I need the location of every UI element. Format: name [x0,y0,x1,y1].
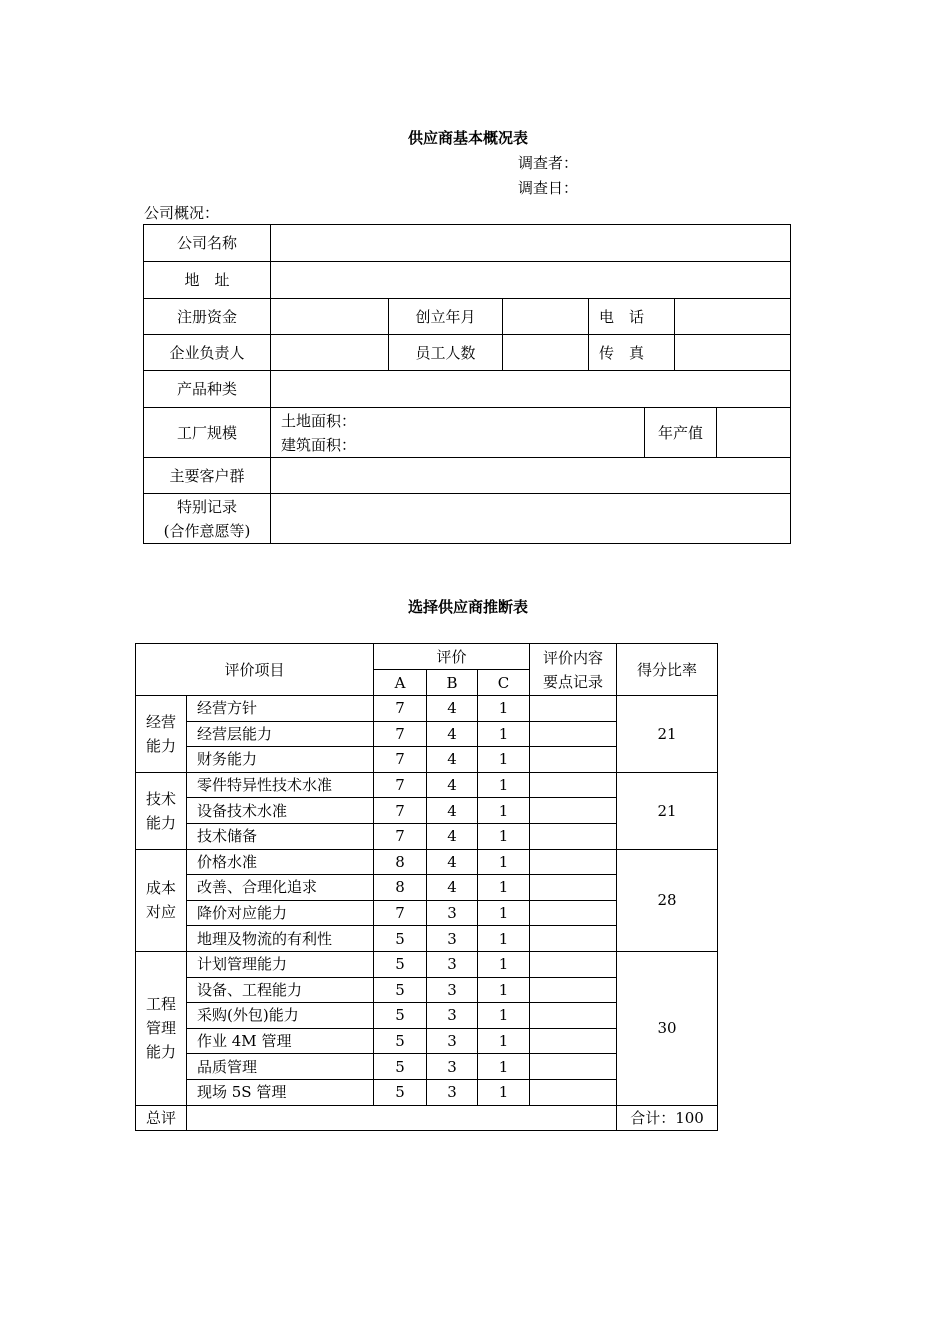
overview-title: 供应商基本概况表 [408,129,529,147]
rating-c: 1 [478,798,530,824]
rating-b: 3 [427,926,478,952]
rating-a: 7 [374,900,427,926]
founded-field[interactable] [503,299,589,335]
rating-b: 4 [427,696,478,722]
rating-a: 5 [374,977,427,1003]
address-field[interactable] [271,262,791,299]
notes-field[interactable] [530,1079,617,1105]
rating-a: 7 [374,721,427,747]
supplier-evaluation-table [135,643,718,1131]
item-label: 品质管理 [187,1054,374,1080]
item-label: 作业 4M 管理 [187,1028,374,1054]
rating-c: 1 [478,900,530,926]
annual-output-label: 年产值 [645,408,717,458]
notes-field[interactable] [530,747,617,773]
rating-c: 1 [478,951,530,977]
group-name-line-1: 工程 [145,995,176,1014]
group-name [136,772,187,849]
header-score: 得分比率 [617,644,718,696]
fax-field[interactable] [675,335,791,371]
table-row [136,849,718,875]
rating-c: 1 [478,1028,530,1054]
rating-c: 1 [478,1054,530,1080]
group-name-line-1: 经营 [145,712,176,731]
table-row [136,696,718,722]
products-field[interactable] [271,371,791,408]
rating-a: 5 [374,926,427,952]
group-name-line-3: 能力 [145,1043,176,1062]
rating-a: 5 [374,1028,427,1054]
header-notes-line-1: 评价内容 [543,648,604,667]
staff-label: 员工人数 [389,335,503,371]
group-name-line-2: 能力 [145,736,176,755]
header-b: B [427,670,478,696]
rating-c: 1 [478,772,530,798]
group-name [136,696,187,773]
group-name [136,951,187,1105]
capital-label: 注册资金 [144,299,271,335]
phone-label: 电 话 [589,299,675,335]
survey-date-label: 调查日： [518,179,579,197]
summary-field[interactable] [187,1105,617,1130]
rating-a: 7 [374,772,427,798]
rating-b: 4 [427,772,478,798]
rating-a: 7 [374,747,427,773]
notes-field[interactable] [530,1054,617,1080]
notes-field[interactable] [530,1028,617,1054]
products-label: 产品种类 [144,371,271,408]
staff-field[interactable] [503,335,589,371]
rating-a: 7 [374,798,427,824]
rating-c: 1 [478,696,530,722]
rating-b: 3 [427,1028,478,1054]
group-name-line-2: 管理 [145,1019,176,1038]
group-name-line-2: 对应 [145,903,176,922]
rating-b: 4 [427,875,478,901]
building-area-label: 建筑面积： [281,435,357,454]
rating-b: 4 [427,849,478,875]
rating-b: 4 [427,721,478,747]
company-overview-label: 公司概况： [144,204,220,222]
rating-a: 5 [374,1054,427,1080]
supplier-overview-table [143,224,791,544]
group-name-line-1: 成本 [145,879,176,898]
rating-b: 3 [427,1054,478,1080]
item-label: 经营方针 [187,696,374,722]
summary-label: 总评 [136,1105,187,1130]
notes-field[interactable] [530,721,617,747]
rating-a: 7 [374,696,427,722]
item-label: 零件特异性技术水准 [187,772,374,798]
table-row [136,772,718,798]
rating-b: 3 [427,977,478,1003]
notes-field[interactable] [530,951,617,977]
land-area-label: 土地面积： [281,411,357,430]
rating-c: 1 [478,747,530,773]
head-field[interactable] [271,335,389,371]
group-name [136,849,187,951]
header-a: A [374,670,427,696]
evaluation-title: 选择供应商推断表 [408,598,529,616]
header-c: C [478,670,530,696]
total-score: 合计：100 [617,1105,718,1130]
capital-field[interactable] [271,299,389,335]
rating-a: 8 [374,875,427,901]
item-label: 地理及物流的有利性 [187,926,374,952]
rating-b: 4 [427,823,478,849]
item-label: 采购(外包)能力 [187,1003,374,1029]
notes-field[interactable] [530,823,617,849]
rating-a: 5 [374,951,427,977]
item-label: 改善、合理化追求 [187,875,374,901]
item-label: 技术储备 [187,823,374,849]
header-notes-line-2: 要点记录 [543,672,604,691]
header-notes [530,644,617,696]
notes-field[interactable] [530,926,617,952]
rating-c: 1 [478,875,530,901]
item-label: 降价对应能力 [187,900,374,926]
founded-label: 创立年月 [389,299,503,335]
special-records-field[interactable] [271,494,791,544]
rating-c: 1 [478,977,530,1003]
phone-field[interactable] [675,299,791,335]
item-label: 价格水准 [187,849,374,875]
group-score: 28 [617,849,718,951]
item-label: 设备、工程能力 [187,977,374,1003]
rating-b: 4 [427,798,478,824]
group-score: 21 [617,696,718,773]
header-item: 评价项目 [136,644,374,696]
item-label: 财务能力 [187,747,374,773]
table-row [136,951,718,977]
rating-c: 1 [478,823,530,849]
rating-a: 5 [374,1079,427,1105]
group-score: 21 [617,772,718,849]
company-name-field[interactable] [271,225,791,262]
customers-label: 主要客户群 [144,458,271,494]
item-label: 计划管理能力 [187,951,374,977]
rating-b: 3 [427,900,478,926]
factory-area-field[interactable] [271,408,645,458]
notes-field[interactable] [530,875,617,901]
head-label: 企业负责人 [144,335,271,371]
group-name-line-1: 技术 [145,789,176,808]
notes-field[interactable] [530,798,617,824]
rating-a: 5 [374,1003,427,1029]
notes-field[interactable] [530,696,617,722]
rating-c: 1 [478,849,530,875]
notes-field[interactable] [530,849,617,875]
rating-b: 3 [427,1079,478,1105]
item-label: 现场 5S 管理 [187,1079,374,1105]
factory-label: 工厂规模 [144,408,271,458]
item-label: 设备技术水准 [187,798,374,824]
notes-field[interactable] [530,900,617,926]
company-name-label: 公司名称 [144,225,271,262]
rating-c: 1 [478,721,530,747]
rating-c: 1 [478,1003,530,1029]
group-name-line-2: 能力 [145,813,176,832]
header-rating: 评价 [374,644,530,670]
rating-b: 3 [427,951,478,977]
notes-field[interactable] [530,977,617,1003]
rating-b: 3 [427,1003,478,1029]
notes-field[interactable] [530,772,617,798]
rating-c: 1 [478,926,530,952]
address-label: 地 址 [144,262,271,299]
notes-field[interactable] [530,1003,617,1029]
customers-field[interactable] [271,458,791,494]
special-records-line-1: 特别记录 [176,497,237,516]
special-records-line-2: (合作意愿等) [163,521,251,540]
rating-a: 7 [374,823,427,849]
rating-a: 8 [374,849,427,875]
item-label: 经营层能力 [187,721,374,747]
rating-c: 1 [478,1079,530,1105]
special-records-label [144,494,271,544]
rating-b: 4 [427,747,478,773]
annual-output-field[interactable] [717,408,791,458]
fax-label: 传 真 [589,335,675,371]
group-score: 30 [617,951,718,1105]
surveyor-label: 调查者： [518,154,579,172]
